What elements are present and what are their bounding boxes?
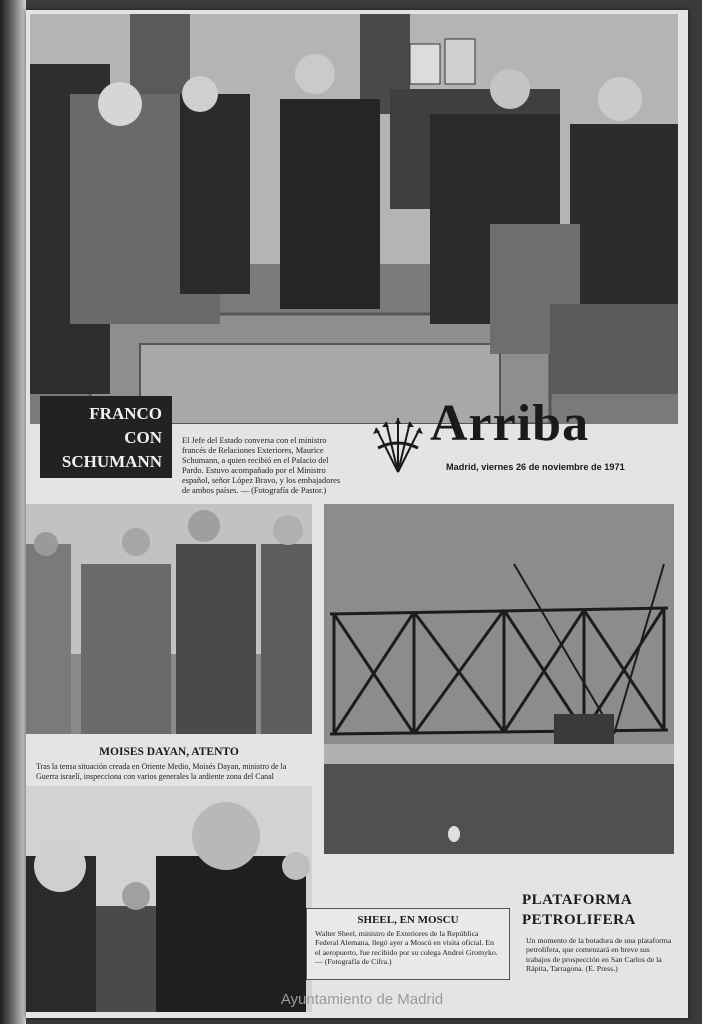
photo-dayan <box>26 504 312 734</box>
photo-franco-schumann <box>30 14 678 424</box>
franco-title-line: CON <box>124 428 162 447</box>
newspaper-page <box>26 10 688 1018</box>
archive-watermark: Ayuntamiento de Madrid <box>280 991 444 1008</box>
dayan-caption: Tras la tensa situación creada en Oriente Medio, Moisés Dayan, ministro de la Guerra israelí, inspecciona con varios generales la ardiente zona del Canal <box>36 762 287 781</box>
photo-plataforma <box>324 504 674 854</box>
photo-sheel <box>26 786 312 1012</box>
franco-title-line: FRANCO <box>89 404 162 423</box>
franco-title-line: SCHUMANN <box>61 452 162 471</box>
dateline: Madrid, viernes 26 de noviembre de 1971 <box>446 462 625 472</box>
sheel-title: SHEEL, EN MOSCU <box>357 914 459 926</box>
sheel-caption-box <box>306 908 510 980</box>
plataforma-caption: Un momento de la botadura de una plataforma petrolífera, que comenzará en breve sus trabajos de prospección en San Carlos de la Rápita, Tarragona. (E. Press.) <box>526 936 672 974</box>
plataforma-title-line: PETROLIFERA <box>522 912 636 928</box>
yoke-and-arrows-emblem-icon <box>372 414 424 474</box>
masthead: Arriba <box>430 395 590 452</box>
franco-caption: El Jefe del Estado conversa con el ministro francés de Relaciones Exteriores, Maurice Schumann, a quien recibió en el Palacio del Pardo. Estuvo acompañado por el Ministro español, señor López Bravo, y los embajadores de ambos países. — (Fotografía de Pastor.) <box>182 436 341 495</box>
sheel-caption: Walter Sheel, ministro de Exteriores de la República Federal Alemana, llegó ayer a Moscú en visita oficial. En el aeropuerto, fue recibido por su colega Andrei Gromyko. — (Fotografía de Cifra.) <box>315 929 498 967</box>
franco-title-box <box>40 396 172 478</box>
dayan-title: MOISES DAYAN, ATENTO <box>99 746 239 758</box>
plataforma-title <box>522 890 672 930</box>
plataforma-title-line: PLATAFORMA <box>522 892 633 908</box>
book-binding-edge <box>0 0 26 1024</box>
